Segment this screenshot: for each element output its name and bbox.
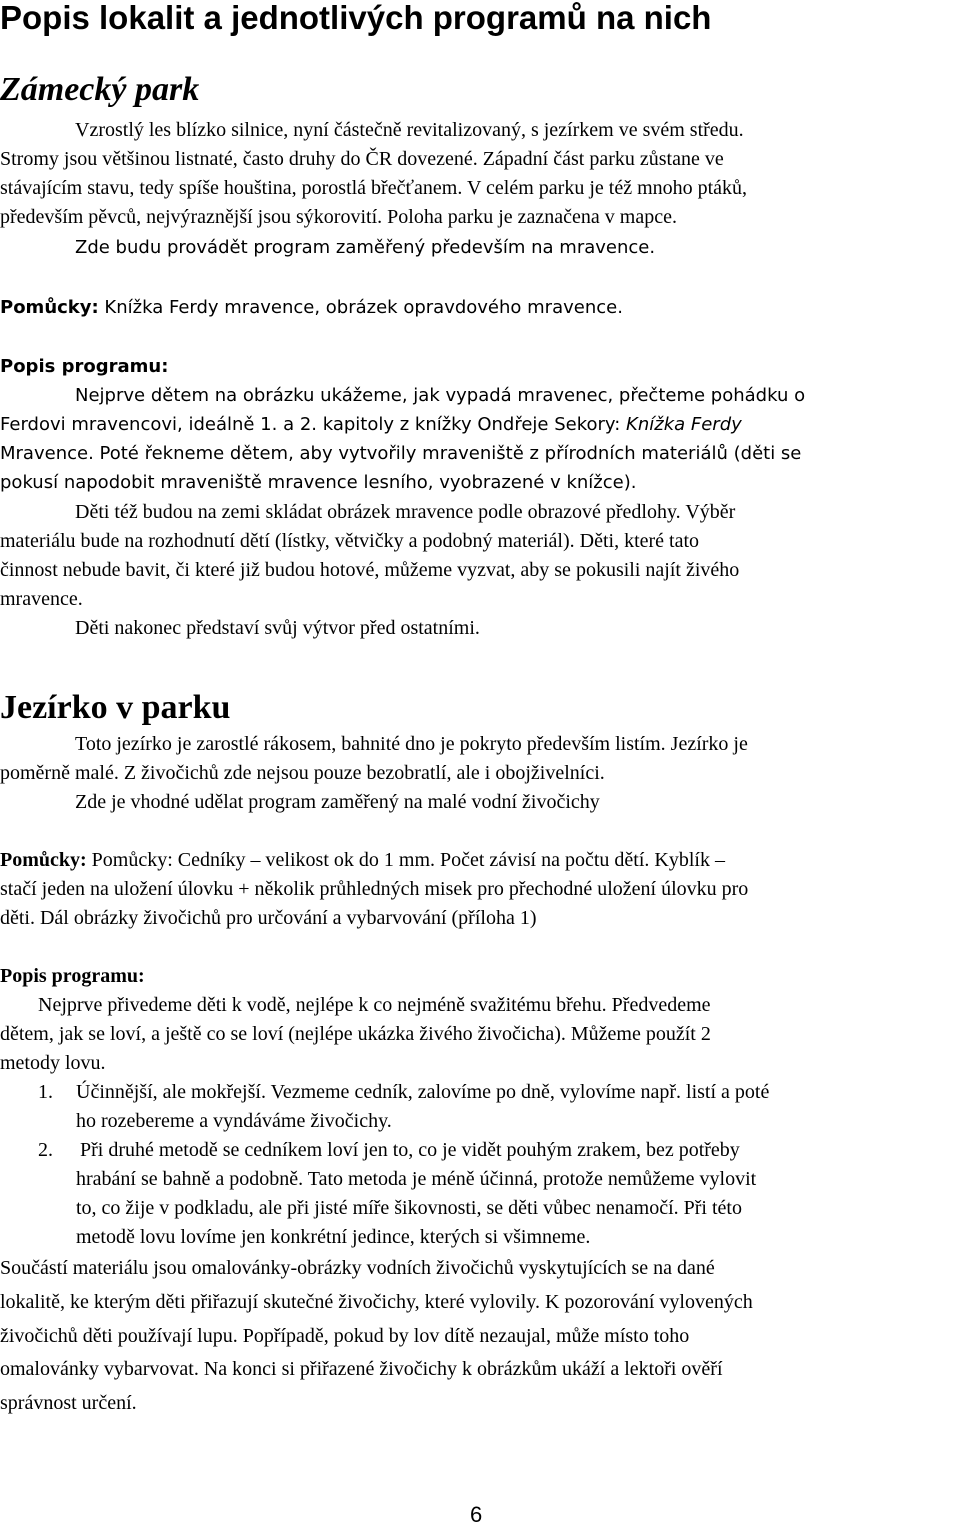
popis-programu-label: Popis programu: (0, 356, 169, 377)
paragraph-line: živočichů děti používají lupu. Popřípadě, pokud by lov dítě nezaujal, může místo toho (0, 1325, 690, 1347)
paragraph-line: děti. Dál obrázky živočichů pro určování a vybarvování (příloha 1) (0, 907, 537, 929)
paragraph-line: Nejprve dětem na obrázku ukážeme, jak vypadá mravenec, přečteme pohádku o (75, 385, 806, 406)
page-title: Popis lokalit a jednotlivých programů na nich (0, 0, 712, 36)
pomucky-label: Pomůcky: (0, 297, 99, 318)
list-item-number: 2. (38, 1139, 53, 1161)
paragraph-line: Toto jezírko je zarostlé rákosem, bahnité dno je pokryto především listím. Jezírko je (75, 733, 748, 755)
paragraph-line: metody lovu. (0, 1052, 106, 1074)
pomucky-text: Knížka Ferdy mravence, obrázek opravdového mravence. (98, 297, 623, 318)
list-item-line: Účinnější, ale mokřejší. Vezmeme cedník, zalovíme po dně, vylovíme např. listí a poté (76, 1081, 770, 1103)
paragraph-line: stávajícím stavu, tedy spíše houština, porostlá břečťanem. V celém parku je též mnoho ptáků, (0, 177, 748, 199)
list-item-line: to, co žije v podkladu, ale při jisté míře šikovnosti, se děti vůbec nenamočí. Při této (76, 1197, 742, 1219)
paragraph-line: Stromy jsou většinou listnaté, často druhy do ČR dovezené. Západní část parku zůstane ve (0, 148, 724, 170)
text-run: Ferdovi mravencovi, ideálně 1. a 2. kapitoly z knížky Ondřeje Sekory: (0, 414, 627, 435)
pomucky-line (0, 848, 725, 872)
paragraph-line (0, 413, 742, 437)
pomucky-line (0, 296, 623, 320)
paragraph-line: pokusí napodobit mraveniště mravence lesního, vyobrazené v knížce). (0, 472, 637, 493)
section-heading-zamecky-park: Zámecký park (0, 71, 200, 108)
list-item-number: 1. (38, 1081, 53, 1103)
paragraph-line: mravence. (0, 588, 83, 610)
paragraph-line: stačí jeden na uložení úlovku + několik průhledných misek pro přechodné uložení úlovku pro (0, 878, 749, 900)
paragraph-line: správnost určení. (0, 1392, 137, 1414)
paragraph-line: Zde budu provádět program zaměřený především na mravence. (75, 237, 656, 258)
popis-programu-label: Popis programu: (0, 965, 145, 987)
paragraph-line: Vzrostlý les blízko silnice, nyní částečně revitalizovaný, s jezírkem ve svém středu. (75, 119, 744, 141)
paragraph-line: Děti nakonec představí svůj výtvor před ostatními. (75, 617, 480, 639)
section-heading-jezirko: Jezírko v parku (0, 689, 231, 726)
pomucky-label: Pomůcky: (0, 849, 87, 871)
page-number: 6 (470, 1502, 483, 1527)
paragraph-line: Děti též budou na zemi skládat obrázek mravence podle obrazové předlohy. Výběr (75, 501, 736, 523)
pomucky-text: Pomůcky: Cedníky – velikost ok do 1 mm. Počet závisí na počtu dětí. Kyblík – (86, 849, 725, 871)
paragraph-line: omalovánky vybarvovat. Na konci si přiřazené živočichy k obrázkům ukáží a lektoři ověří (0, 1358, 723, 1380)
paragraph-line: lokalitě, ke kterým děti přiřazují skutečné živočichy, které vylovily. K pozorování vylovených (0, 1291, 753, 1313)
paragraph-line: Součástí materiálu jsou omalovánky-obrázky vodních živočichů vyskytujících se na dané (0, 1257, 715, 1279)
paragraph-line: Nejprve přivedeme děti k vodě, nejlépe k co nejméně svažitému břehu. Předvedeme (38, 994, 711, 1016)
paragraph-line: materiálu bude na rozhodnutí dětí (lístky, větvičky a podobný materiál). Děti, které tato (0, 530, 700, 552)
list-item-line: ho rozebereme a vyndáváme živočichy. (76, 1110, 392, 1132)
paragraph-line: především pěvců, nejvýraznější jsou sýkorovití. Poloha parku je zaznačena v mapce. (0, 206, 677, 228)
paragraph-line: dětem, jak se loví, a ještě co se loví (nejlépe ukázka živého živočicha). Můžeme použít 2 (0, 1023, 711, 1045)
paragraph-line: poměrně malé. Z živočichů zde nejsou pouze bezobratlí, ale i obojživelníci. (0, 762, 605, 784)
text-run: Poté řekneme dětem, aby vytvořily mraveniště z přírodních materiálů (děti se (93, 443, 802, 464)
list-item-line: metodě lovu lovíme jen konkrétní jedince, kterých si všimneme. (76, 1226, 591, 1248)
book-title: Knížka Ferdy (626, 414, 742, 435)
paragraph-line: Zde je vhodné udělat program zaměřený na malé vodní živočichy (75, 791, 600, 813)
list-item-line: hrabání se bahně a podobně. Tato metoda je méně účinná, protože nemůžeme vylovit (76, 1168, 757, 1190)
text-run: Mravence. (0, 443, 94, 464)
paragraph-line: činnost nebude bavit, či které již budou hotové, můžeme vyzvat, aby se pokusili najít živého (0, 559, 740, 581)
paragraph-line (0, 442, 801, 466)
list-item-line: Při druhé metodě se cedníkem loví jen to, co je vidět pouhým zrakem, bez potřeby (80, 1139, 740, 1161)
